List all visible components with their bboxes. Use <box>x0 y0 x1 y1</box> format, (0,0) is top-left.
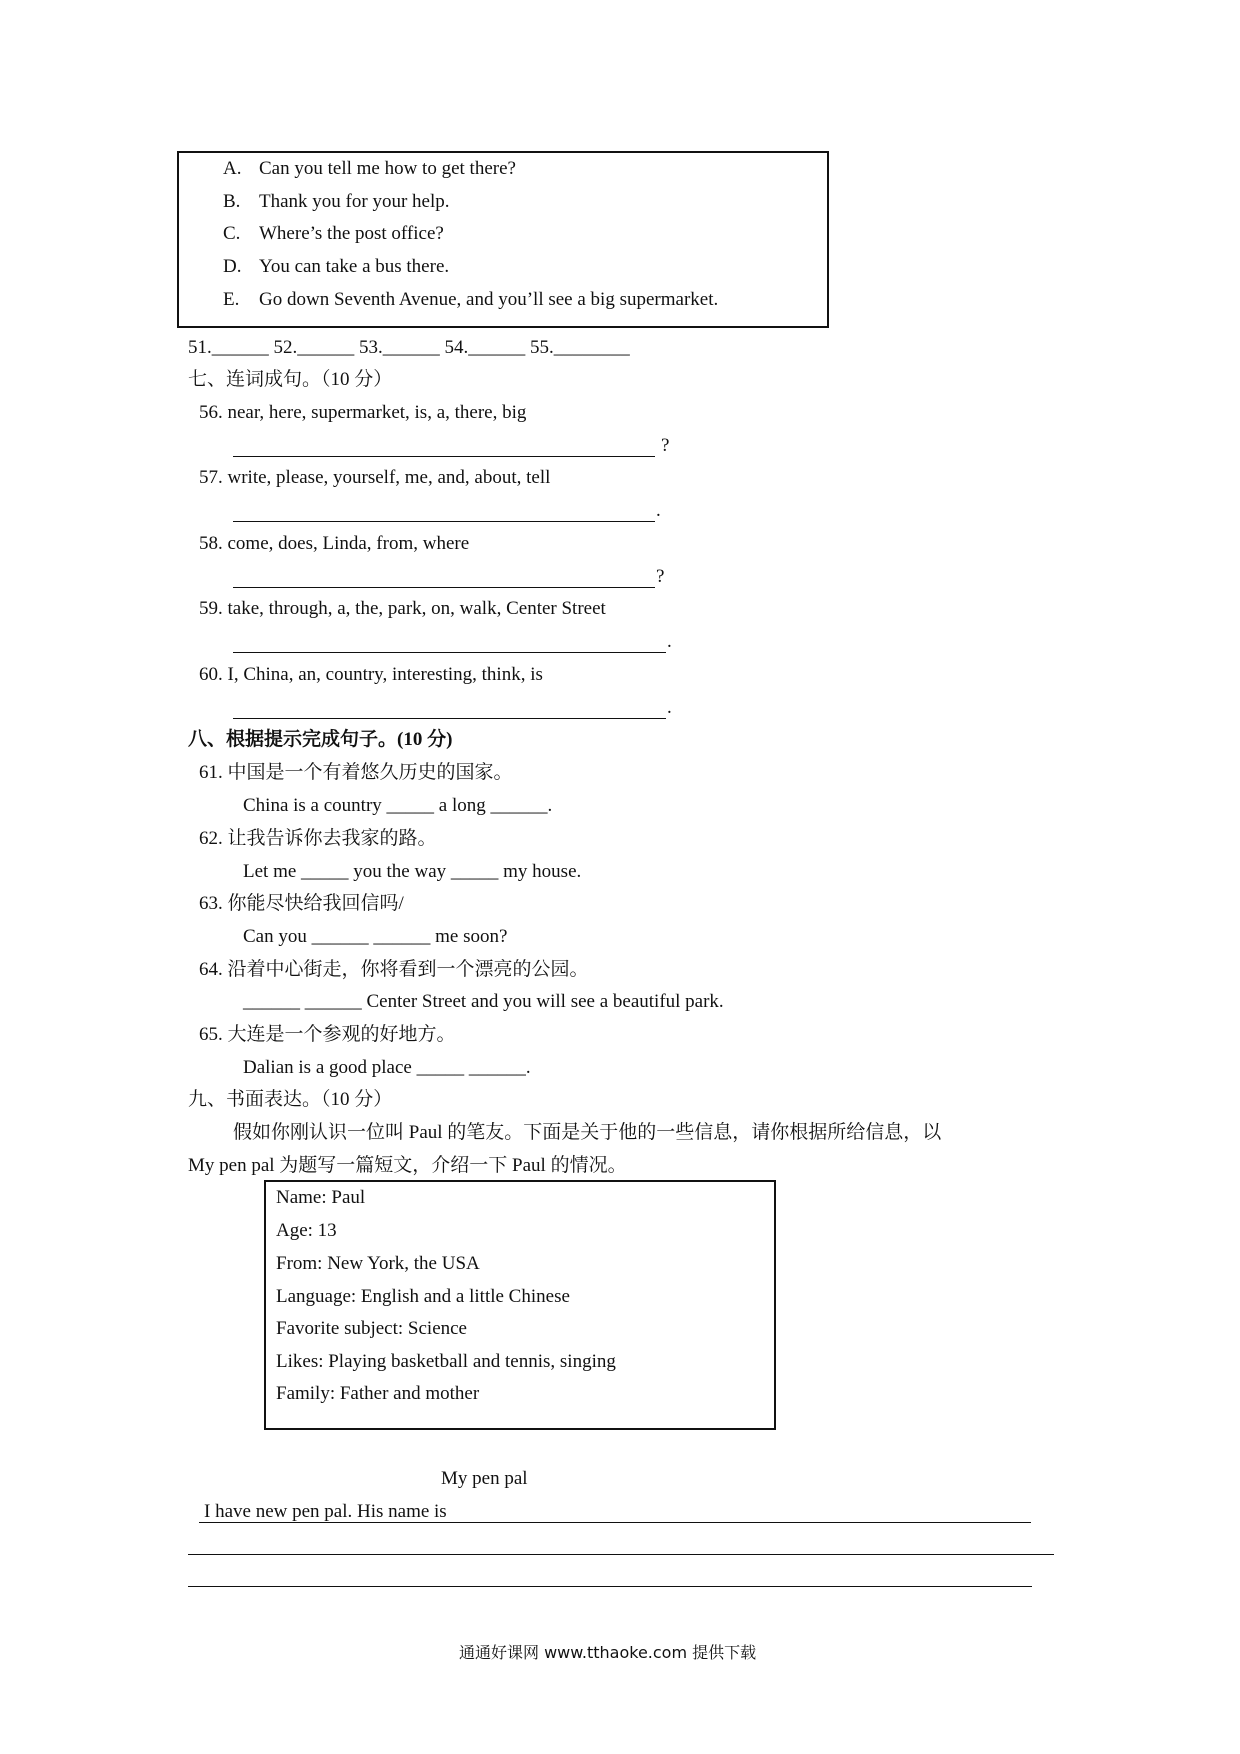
q62-en: Let me _____ you the way _____ my house. <box>243 861 582 882</box>
info-language: Language: English and a little Chinese <box>276 1286 570 1307</box>
q59-answer-line[interactable] <box>233 652 666 653</box>
option-a: A. Can you tell me how to get there? <box>223 158 516 179</box>
footer-credit: 通通好课网 www.tthaoke.com 提供下载 <box>459 1643 757 1662</box>
essay-line-3[interactable] <box>188 1586 1032 1587</box>
q61-cn: 61. 中国是一个有着悠久历史的国家。 <box>199 762 513 783</box>
q62-cn: 62. 让我告诉你去我家的路。 <box>199 828 437 849</box>
q60-answer-line[interactable] <box>233 718 666 719</box>
essay-line-1[interactable] <box>199 1522 1031 1523</box>
section9-intro-1: 假如你刚认识一位叫 Paul 的笔友。下面是关于他的一些信息，请你根据所给信息，以 <box>233 1122 942 1143</box>
q57-prompt: 57. write, please, yourself, me, and, about, tell <box>199 467 551 488</box>
q59-prompt: 59. take, through, a, the, park, on, walk, Center Street <box>199 598 606 619</box>
section9-title: 九、书面表达。（10 分） <box>188 1089 393 1110</box>
info-subject: Favorite subject: Science <box>276 1318 467 1339</box>
info-from: From: New York, the USA <box>276 1253 480 1274</box>
option-e: E. Go down Seventh Avenue, and you’ll see a big supermarket. <box>223 289 719 310</box>
q63-en: Can you ______ ______ me soon? <box>243 926 508 947</box>
info-name: Name: Paul <box>276 1187 366 1208</box>
q60-end: . <box>667 697 672 718</box>
essay-title: My pen pal <box>441 1468 528 1489</box>
q64-cn: 64. 沿着中心街走，你将看到一个漂亮的公园。 <box>199 959 589 980</box>
q56-answer-line[interactable] <box>233 456 655 457</box>
info-likes: Likes: Playing basketball and tennis, singing <box>276 1351 616 1372</box>
q59-end: . <box>667 631 672 652</box>
option-d: D. You can take a bus there. <box>223 256 450 277</box>
option-b: B. Thank you for your help. <box>223 191 450 212</box>
q56-end: ? <box>661 435 670 456</box>
options-box <box>177 151 829 328</box>
q57-end: . <box>656 500 661 521</box>
essay-start: I have new pen pal. His name is <box>204 1501 447 1522</box>
section7-title: 七、连词成句。（10 分） <box>188 369 393 390</box>
q58-answer-line[interactable] <box>233 587 655 588</box>
q64-en: ______ ______ Center Street and you will see a beautiful park. <box>243 991 724 1012</box>
section9-intro-2: My pen pal 为题写一篇短文，介绍一下 Paul 的情况。 <box>188 1155 627 1176</box>
answer-line: 51.______ 52.______ 53.______ 54.______ 55.________ <box>188 337 630 358</box>
q65-cn: 65. 大连是一个参观的好地方。 <box>199 1024 456 1045</box>
q63-cn: 63. 你能尽快给我回信吗/ <box>199 893 404 914</box>
q61-en: China is a country _____ a long ______. <box>243 795 553 816</box>
q56-prompt: 56. near, here, supermarket, is, a, there, big <box>199 402 527 423</box>
q65-en: Dalian is a good place _____ ______. <box>243 1057 531 1078</box>
essay-line-2[interactable] <box>188 1554 1054 1555</box>
option-c: C. Where’s the post office? <box>223 223 444 244</box>
info-box <box>264 1180 776 1430</box>
q58-end: ? <box>656 566 665 587</box>
q57-answer-line[interactable] <box>233 521 655 522</box>
q60-prompt: 60. I, China, an, country, interesting, think, is <box>199 664 543 685</box>
info-family: Family: Father and mother <box>276 1383 480 1404</box>
section8-title: 八、根据提示完成句子。(10 分) <box>188 729 453 750</box>
info-age: Age: 13 <box>276 1220 337 1241</box>
q58-prompt: 58. come, does, Linda, from, where <box>199 533 470 554</box>
